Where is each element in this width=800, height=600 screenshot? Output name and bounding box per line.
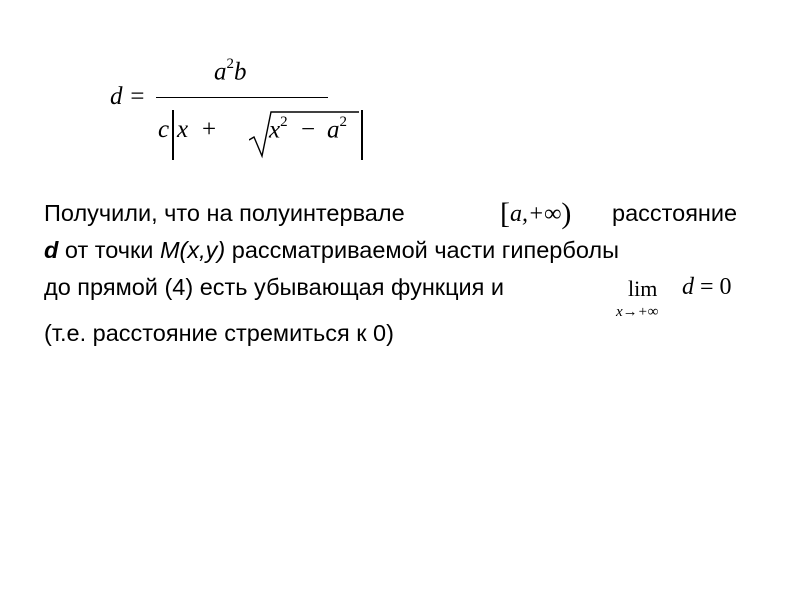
limit-rest: = 0	[694, 274, 732, 300]
den-x-squared	[269, 116, 288, 144]
distance-symbol: d	[44, 237, 59, 263]
abs-left-bar	[172, 110, 174, 160]
interval-open-bracket: [	[500, 197, 510, 230]
text-line-2-a: от точки	[58, 237, 160, 263]
distance-formula	[110, 56, 347, 163]
text-line-1: Получили, что на полуинтервале	[44, 200, 405, 226]
num-b: b	[234, 58, 247, 86]
den-a2-base: a	[327, 116, 340, 144]
num-exp: 2	[226, 56, 234, 72]
den-a2-exp: 2	[339, 114, 347, 130]
interval-close-paren: )	[561, 197, 572, 230]
den-x: x	[177, 116, 189, 143]
limit-expr	[682, 274, 732, 301]
num-a: a	[214, 58, 227, 86]
den-x2-exp: 2	[280, 114, 288, 130]
half-interval	[500, 195, 571, 229]
den-c: c	[158, 116, 170, 143]
text-line-2-b: рассматриваемой части гиперболы	[225, 237, 619, 263]
text-line-3: до прямой (4) есть убывающая функция и	[44, 274, 505, 300]
text-line-2	[44, 236, 619, 264]
text-line-4: (т.е. расстояние стремиться к 0)	[44, 320, 394, 346]
den-a-squared	[327, 116, 347, 144]
point-label: M(x,y)	[159, 237, 226, 263]
den-minus: −	[301, 116, 316, 143]
formula-denominator	[158, 108, 347, 160]
limit-expression	[616, 272, 766, 322]
formula-lhs: d =	[110, 83, 146, 110]
text-line-1-end: расстояние	[612, 200, 738, 226]
fraction-bar	[156, 97, 328, 98]
den-x2-base: x	[269, 116, 281, 144]
limit-var: d	[682, 274, 694, 300]
limit-lim: lim	[628, 276, 658, 301]
den-plus: +	[202, 116, 217, 143]
interval-content: a,+∞	[510, 201, 562, 227]
limit-subscript: x→+∞	[616, 304, 659, 320]
abs-right-bar	[361, 110, 363, 160]
formula-numerator	[214, 58, 247, 86]
